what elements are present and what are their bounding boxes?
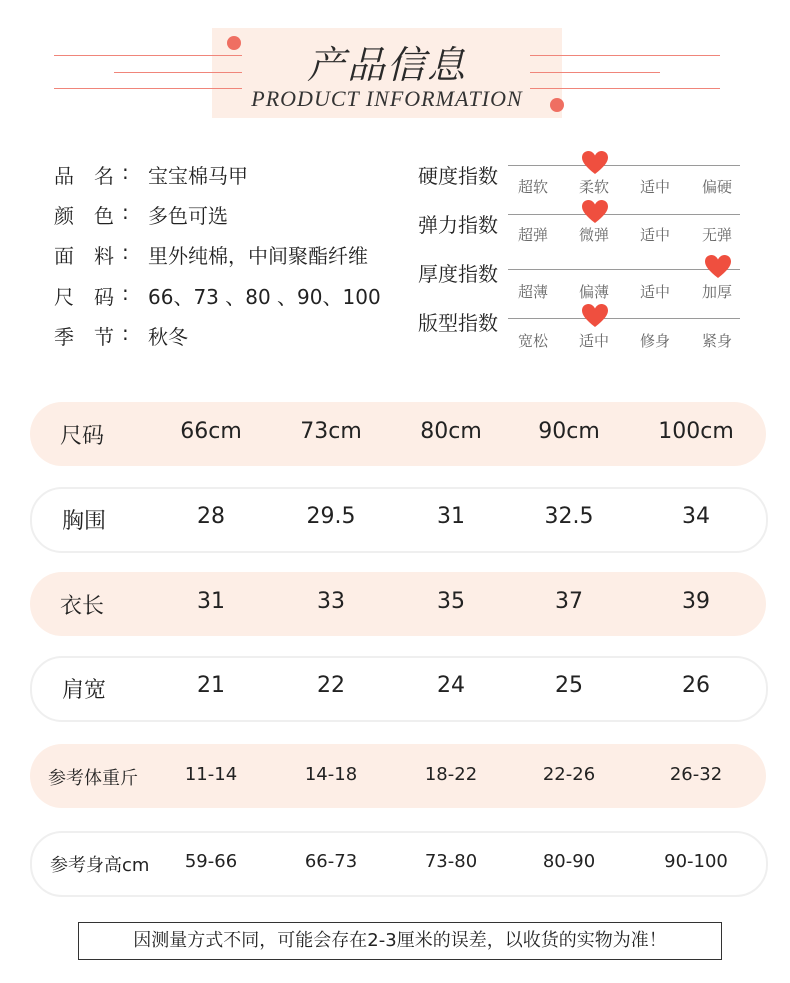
index-option: 偏硬 <box>702 178 733 196</box>
index-scale-line <box>508 214 740 215</box>
index-option: 微弹 <box>579 226 610 244</box>
info-colon: : <box>122 160 129 184</box>
index-label: 版型指数 <box>418 311 498 335</box>
table-cell: 31 <box>197 589 225 614</box>
index-scale-line <box>508 318 740 319</box>
index-option: 超薄 <box>518 283 549 301</box>
page-subtitle: PRODUCT INFORMATION <box>251 86 523 111</box>
measurement-note: 因测量方式不同，可能会存在2-3厘米的误差，以收货的实物为准！ <box>78 922 722 960</box>
table-cell: 100cm <box>658 419 734 444</box>
table-cell: 73cm <box>300 419 362 444</box>
table-cell: 29.5 <box>306 504 356 529</box>
info-value: 66、73 、80 、90、100 <box>148 285 381 309</box>
info-colon: : <box>122 281 129 305</box>
info-colon: : <box>122 200 129 224</box>
info-value: 里外纯棉，中间聚酯纤维 <box>148 244 368 268</box>
table-cell: 35 <box>437 589 465 614</box>
heart-icon <box>582 151 608 175</box>
table-row <box>30 831 768 897</box>
table-row <box>30 744 766 808</box>
table-cell: 32.5 <box>544 504 594 529</box>
table-cell: 26-32 <box>669 764 723 785</box>
table-cell: 26 <box>682 673 710 698</box>
table-row <box>30 402 766 466</box>
index-option: 修身 <box>640 332 671 350</box>
index-label: 硬度指数 <box>418 164 498 188</box>
index-option: 超弹 <box>518 226 549 244</box>
index-option: 柔软 <box>579 178 610 196</box>
table-cell: 59-66 <box>184 851 238 872</box>
info-colon: : <box>122 240 129 264</box>
row-label: 参考身高cm <box>50 855 150 876</box>
table-cell: 34 <box>682 504 710 529</box>
index-scale-line <box>508 165 740 166</box>
info-value: 宝宝棉马甲 <box>148 164 248 188</box>
info-value: 多色可选 <box>148 204 228 228</box>
table-cell: 31 <box>437 504 465 529</box>
table-cell: 22-26 <box>542 764 596 785</box>
table-cell: 39 <box>682 589 710 614</box>
index-option: 适中 <box>640 283 671 301</box>
info-label: 品 名 <box>54 164 114 188</box>
table-cell: 18-22 <box>424 764 478 785</box>
table-cell: 90-100 <box>664 851 728 872</box>
table-cell: 24 <box>437 673 465 698</box>
row-label: 参考体重斤 <box>48 768 138 789</box>
table-row <box>30 487 768 553</box>
index-label: 厚度指数 <box>418 262 498 286</box>
table-cell: 66cm <box>180 419 242 444</box>
index-option: 适中 <box>640 178 671 196</box>
info-colon: : <box>122 321 129 345</box>
table-cell: 14-18 <box>304 764 358 785</box>
heart-icon <box>705 255 731 279</box>
index-option: 适中 <box>579 332 610 350</box>
table-cell: 90cm <box>538 419 600 444</box>
row-label: 尺码 <box>60 424 105 449</box>
table-cell: 73-80 <box>424 851 478 872</box>
table-cell: 25 <box>555 673 583 698</box>
row-label: 衣长 <box>60 594 105 619</box>
table-cell: 80-90 <box>542 851 596 872</box>
table-cell: 22 <box>317 673 345 698</box>
table-cell: 37 <box>555 589 583 614</box>
table-cell: 28 <box>197 504 225 529</box>
index-option: 无弹 <box>702 226 733 244</box>
index-option: 适中 <box>640 226 671 244</box>
table-row <box>30 656 768 722</box>
index-option: 紧身 <box>702 332 733 350</box>
table-cell: 21 <box>197 673 225 698</box>
row-label: 肩宽 <box>62 678 107 703</box>
index-option: 宽松 <box>518 332 549 350</box>
index-label: 弹力指数 <box>418 213 498 237</box>
info-value: 秋冬 <box>148 325 188 349</box>
table-row <box>30 572 766 636</box>
table-cell: 80cm <box>420 419 482 444</box>
page-title: 产品信息 <box>306 43 467 87</box>
row-label: 胸围 <box>62 509 107 534</box>
info-label: 颜 色 <box>54 204 114 228</box>
info-label: 尺 码 <box>54 285 114 309</box>
index-option: 加厚 <box>702 283 733 301</box>
heart-icon <box>582 304 608 328</box>
index-option: 超软 <box>518 178 549 196</box>
table-cell: 11-14 <box>184 764 238 785</box>
info-label: 面 料 <box>54 244 114 268</box>
table-cell: 33 <box>317 589 345 614</box>
heart-icon <box>582 200 608 224</box>
index-option: 偏薄 <box>579 283 610 301</box>
table-cell: 66-73 <box>304 851 358 872</box>
info-label: 季 节 <box>54 325 114 349</box>
